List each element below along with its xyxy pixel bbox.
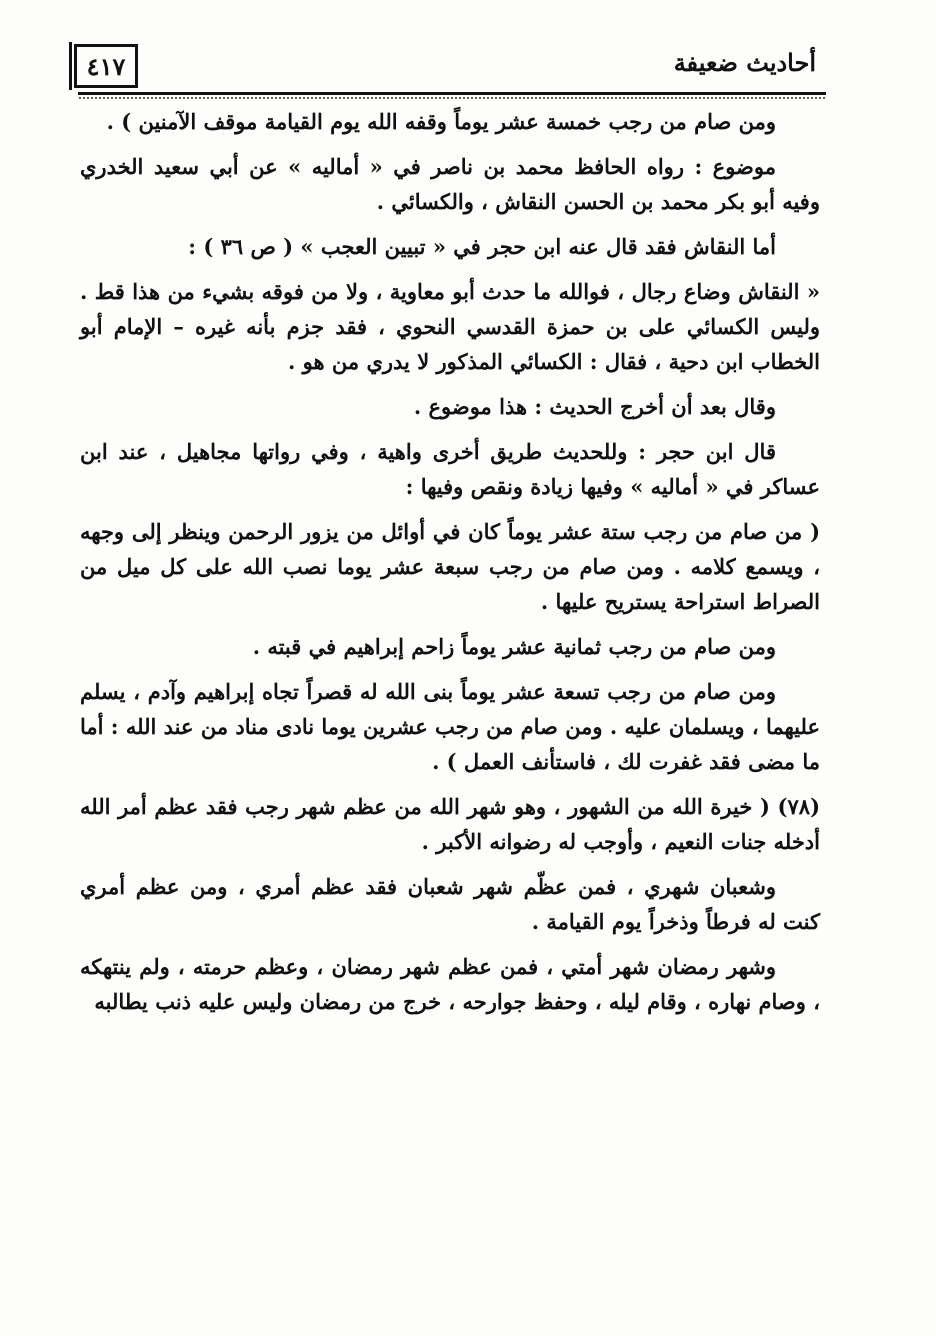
- running-title: أحاديث ضعيفة: [673, 48, 816, 77]
- paragraph-10-hadith-78: (٧٨) ( خيرة الله من الشهور ، وهو شهر الله من عظم شهر رجب فقد عظم أمر الله أدخله جنات النعيم ، وأوجب له رضوانه الأكبر .: [80, 794, 820, 854]
- paragraph-8: ومن صام من رجب ثمانية عشر يوماً زاحم إبراهيم في قبته .: [252, 634, 776, 659]
- header-dotted-rule: [78, 96, 826, 100]
- paragraph-1: ومن صام من رجب خمسة عشر يوماً وقفه الله يوم القيامة موقف الآمنين ) .: [106, 109, 776, 134]
- page-header: [70, 40, 822, 100]
- paragraph-3: أما النقاش فقد قال عنه ابن حجر في « تبيين العجب » ( ص ٣٦ ) :: [188, 234, 776, 259]
- paragraph-7: ( من صام من رجب ستة عشر يوماً كان في أوائل من يزور الرحمن وينظر إلى وجهه ، ويسمع كلامه . ومن صام من رجب سبعة عشر يوما نصب الله على كل ميل من الصراط استراحة يستريح عليها .: [80, 519, 820, 614]
- paragraph-12: وشهر رمضان شهر أمتي ، فمن عظم شهر رمضان ، وعظم حرمته ، ولم ينتهكه ، وصام نهاره ، وقام ليله ، وحفظ جوارحه ، خرج من رمضان وليس عليه ذنب يطالبه: [80, 954, 820, 1014]
- body-text: [80, 104, 820, 1029]
- paragraph-2: موضوع : رواه الحافظ محمد بن ناصر في « أماليه » عن أبي سعيد الخدري وفيه أبو بكر محمد بن الحسن النقاش ، والكسائي .: [80, 154, 820, 214]
- paragraph-5: وقال بعد أن أخرج الحديث : هذا موضوع .: [413, 394, 776, 419]
- header-rule: [78, 92, 826, 95]
- page-number: ٤١٧: [74, 44, 138, 88]
- paragraph-4: « النقاش وضاع رجال ، فوالله ما حدث أبو معاوية ، ولا من فوقه بشيء من هذا قط . وليس الكسائي على بن حمزة القدسي النحوي ، فقد جزم بأنه غيره – الإمام أبو الخطاب ابن دحية ، فقال : الكسائي المذكور لا يدري من هو .: [80, 279, 820, 374]
- paragraph-11: وشعبان شهري ، فمن عظّم شهر شعبان فقد عظم أمري ، ومن عظم أمري كنت له فرطاً وذخراً يوم القيامة .: [80, 874, 820, 934]
- paragraph-9: ومن صام من رجب تسعة عشر يوماً بنى الله له قصراً تجاه إبراهيم وآدم ، يسلم عليهما ، ويسلمان عليه . ومن صام من رجب عشرين يوما نادى مناد من عند الله : أما ما مضى فقد غفرت لك ، فاستأنف العمل ) .: [80, 679, 820, 774]
- paragraph-6: قال ابن حجر : وللحديث طريق أخرى واهية ، وفي رواتها مجاهيل ، عند ابن عساكر في « أماليه » وفيها زيادة ونقص وفيها :: [80, 439, 820, 499]
